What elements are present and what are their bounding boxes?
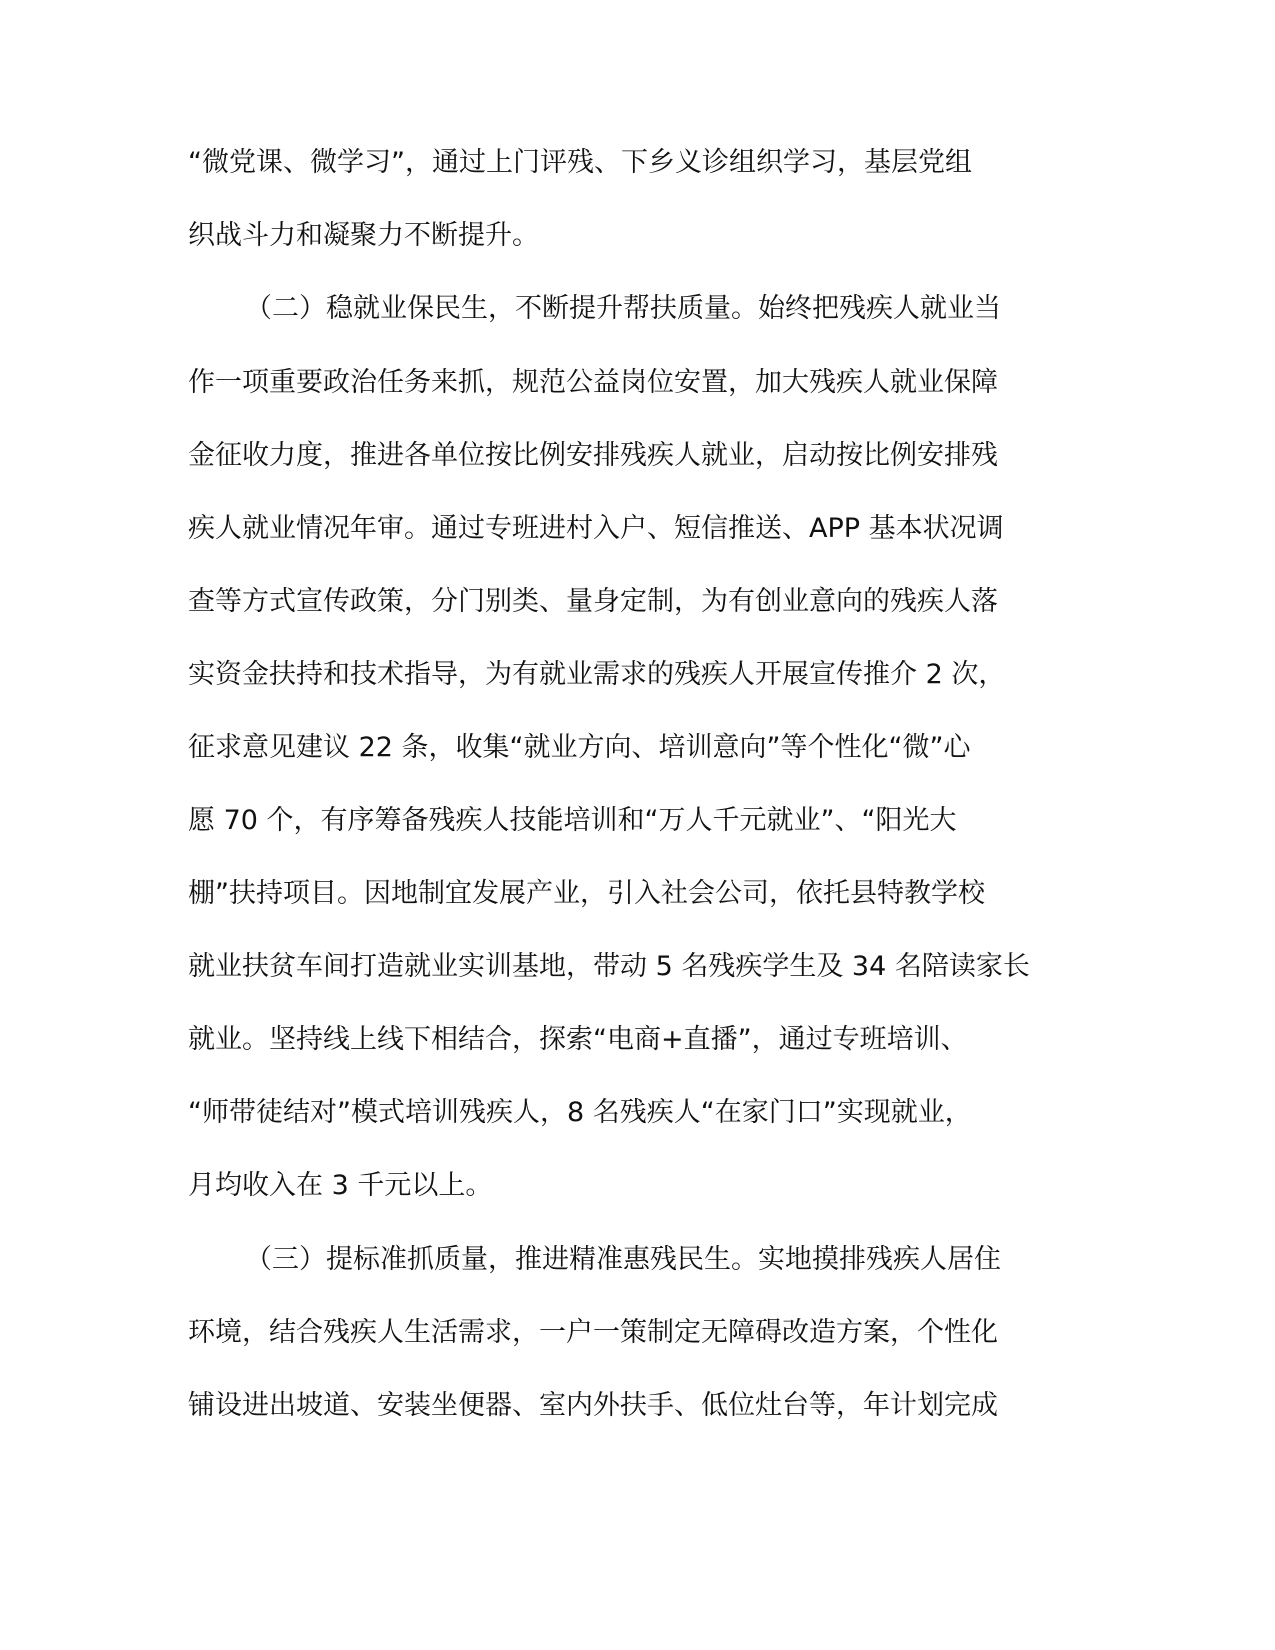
text-line: 环境，结合残疾人生活需求，一户一策制定无障碍改造方案，个性化 xyxy=(188,1317,998,1348)
section-heading-line: （三）提标准抓质量，推进精准惠残民生。实地摸排残疾人居住 xyxy=(245,1244,1001,1275)
text-line: 实资金扶持和技术指导，为有就业需求的残疾人开展宣传推介 2 次， xyxy=(188,659,1006,690)
text-line: 作一项重要政治任务来抓，规范公益岗位安置，加大残疾人就业保障 xyxy=(188,367,998,398)
text-line: 月均收入在 3 千元以上。 xyxy=(188,1170,493,1201)
text-line: 疾人就业情况年审。通过专班进村入户、短信推送、APP 基本状况调 xyxy=(188,513,1004,544)
text-line: 铺设进出坡道、安装坐便器、室内外扶手、低位灶台等，年计划完成 xyxy=(188,1390,998,1421)
text-line: “师带徒结对”模式培训残疾人，8 名残疾人“在家门口”实现就业， xyxy=(188,1097,972,1128)
text-line: 就业。坚持线上线下相结合，探索“电商+直播”，通过专班培训、 xyxy=(188,1024,968,1055)
text-line: 织战斗力和凝聚力不断提升。 xyxy=(188,220,539,251)
text-line: 查等方式宣传政策，分门别类、量身定制，为有创业意向的残疾人落 xyxy=(188,586,998,617)
text-line: “微党课、微学习”，通过上门评残、下乡义诊组织学习，基层党组 xyxy=(188,147,972,178)
text-line: 金征收力度，推进各单位按比例安排残疾人就业，启动按比例安排残 xyxy=(188,440,998,471)
text-line: 征求意见建议 22 条，收集“就业方向、培训意向”等个性化“微”心 xyxy=(188,732,971,763)
section-heading-line: （二）稳就业保民生，不断提升帮扶质量。始终把残疾人就业当 xyxy=(245,293,1001,324)
text-line: 愿 70 个，有序筹备残疾人技能培训和“万人千元就业”、“阳光大 xyxy=(188,805,957,836)
text-line: 就业扶贫车间打造就业实训基地，带动 5 名残疾学生及 34 名陪读家长 xyxy=(188,951,1030,982)
text-line: 棚”扶持项目。因地制宜发展产业，引入社会公司，依托县特教学校 xyxy=(188,878,985,909)
